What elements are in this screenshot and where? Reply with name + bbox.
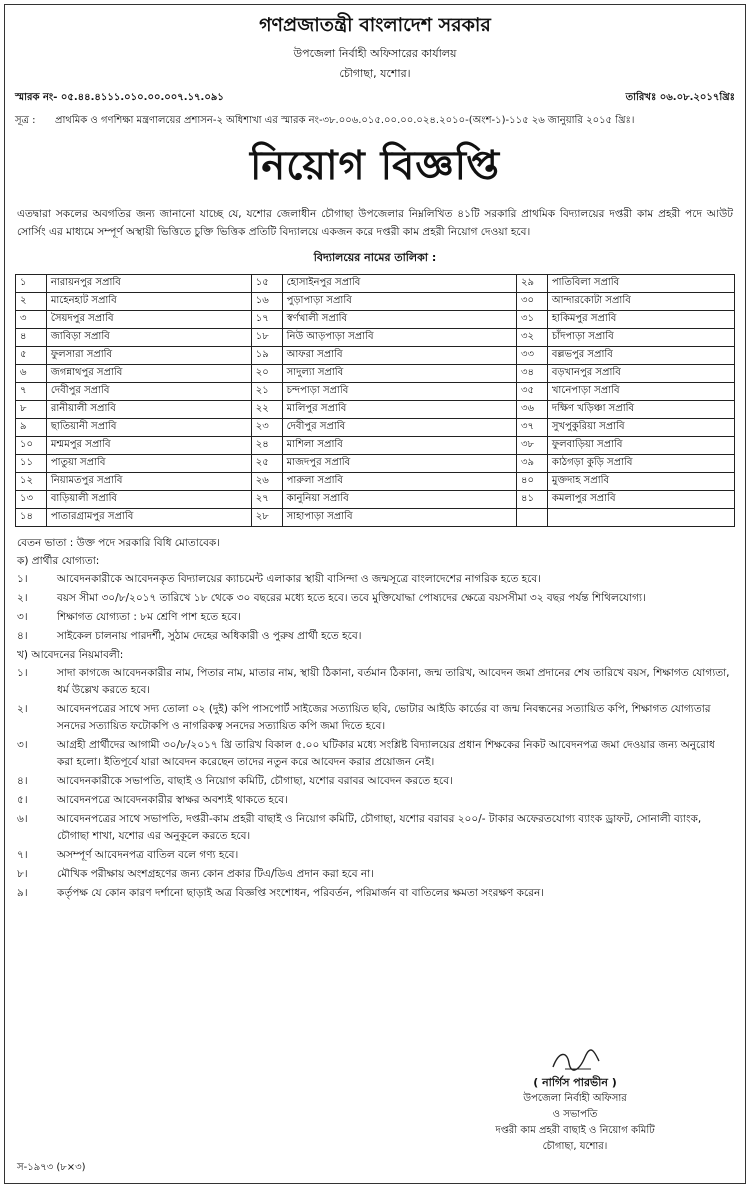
- table-row: [16, 329, 735, 347]
- table-row: [16, 437, 735, 455]
- list-item: [5, 699, 745, 735]
- school-name: মাশিলা সপ্রাবি: [282, 437, 516, 455]
- notice-title: [5, 134, 745, 201]
- school-name: কাঠগড়া কুড়ি সপ্রাবি: [547, 455, 734, 473]
- school-name: দেবীপুর সপ্রাবি: [46, 383, 251, 401]
- school-serial: ৩৯: [516, 455, 547, 473]
- school-name: মালিপুর সপ্রাবি: [282, 401, 516, 419]
- school-serial: ১৩: [16, 491, 47, 509]
- school-name: হাকিমপুর সপ্রাবি: [547, 311, 734, 329]
- table-row: [16, 509, 735, 527]
- school-name: সাহাপাড়া সপ্রাবি: [282, 509, 516, 527]
- item-number: ৩।: [17, 739, 28, 751]
- item-text: আবেদনকারীকে সভাপতি, বাছাই ও নিয়োগ কমিটি, চৌগাছা, যশোর বরাবর আবেদন করতে হবে।: [57, 775, 453, 787]
- school-name: খানেপাড়া সপ্রাবি: [547, 383, 734, 401]
- school-serial: ৪: [16, 329, 47, 347]
- school-serial: ৩০: [516, 293, 547, 311]
- school-serial: ৩৭: [516, 419, 547, 437]
- signature-block: [475, 1047, 675, 1155]
- table-row: [16, 275, 735, 293]
- school-name: জাবিড়া সপ্রাবি: [46, 329, 251, 347]
- school-name: কানুনিয়া সপ্রাবি: [282, 491, 516, 509]
- subject-text: প্রাথমিক ও গণশিক্ষা মন্ত্রণালয়ের প্রশাসন-২ অধিশাখা এর স্মারক নং-৩৮.০০৬.০১৫.০০.০০.০২৪.২০১০-(অংশ-১)-১১৫ ২৬ জানুয়ারি ২০১৫ খ্রিঃ।: [55, 115, 635, 126]
- school-serial: ২৪: [251, 437, 282, 455]
- school-serial: ৩: [16, 311, 47, 329]
- org-title: গণপ্রজাতন্ত্রী বাংলাদেশ সরকার: [259, 14, 491, 36]
- school-serial: ২৭: [251, 491, 282, 509]
- signatory-name: ( নার্গিস পারভীন ): [533, 1076, 617, 1089]
- school-serial: ১৬: [251, 293, 282, 311]
- item-number: ২।: [17, 703, 28, 715]
- signatory-role: ও সভাপতি: [552, 1109, 598, 1120]
- school-name: মাজদপুর সপ্রাবি: [282, 455, 516, 473]
- school-table: [15, 274, 735, 527]
- item-text: বয়স সীমা ৩০/৮/২০১৭ তারিখে ১৮ থেকে ৩০ বছরের মধ্যে হতে হবে। তবে মুক্তিযোদ্ধা পোষ্যদের ক্ষেত্রে বয়সসীমা ৩২ বছর পর্যন্ত শিথিলযোগ্য।: [57, 592, 646, 604]
- school-list-title: বিদ্যালয়ের নামের তালিকা :: [313, 251, 437, 264]
- memo-number: স্মারক নং- ০৫.৪৪.৪১১১.০১০.০০.০০৭.১৭.০৯১: [15, 92, 224, 103]
- signature-mark: [475, 1047, 675, 1075]
- school-serial: ৯: [16, 419, 47, 437]
- school-serial: ৩৮: [516, 437, 547, 455]
- qualification-heading: ক) প্রার্থীর যোগ্যতা:: [17, 555, 100, 567]
- item-number: ৮।: [17, 868, 28, 880]
- table-row: [16, 293, 735, 311]
- list-item: [5, 663, 745, 699]
- school-name: আন্দারকোটা সপ্রাবি: [547, 293, 734, 311]
- table-row: [16, 401, 735, 419]
- school-name: নিউ আড়পাড়া সপ্রাবি: [282, 329, 516, 347]
- table-row: [16, 419, 735, 437]
- school-name: মুক্তদাহ সপ্রাবি: [547, 473, 734, 491]
- school-serial: ১৪: [16, 509, 47, 527]
- table-row: [16, 455, 735, 473]
- school-name: সুখপুকুরিয়া সপ্রাবি: [547, 419, 734, 437]
- list-item: [5, 588, 745, 607]
- school-serial: ৭: [16, 383, 47, 401]
- item-number: ২।: [17, 592, 28, 604]
- school-serial: ৪১: [516, 491, 547, 509]
- school-serial: ১৭: [251, 311, 282, 329]
- school-serial: ২৫: [251, 455, 282, 473]
- item-text: সাইকেল চালনায় পারদর্শী, সুঠাম দেহের অধিকারী ও পুরুষ প্রার্থী হতে হবে।: [57, 630, 362, 642]
- item-number: ৬।: [17, 813, 28, 825]
- school-name: ছাতিয়ানী সপ্রাবি: [46, 419, 251, 437]
- school-serial: ২২: [251, 401, 282, 419]
- school-name: বাড়িয়ালী সপ্রাবি: [46, 491, 251, 509]
- list-item: [5, 809, 745, 845]
- memo-date: তারিখঃ ০৬.০৮.২০১৭খ্রিঃ: [625, 92, 735, 103]
- school-name: পাতারগ্রামপুর সপ্রাবি: [46, 509, 251, 527]
- school-serial: ৪০: [516, 473, 547, 491]
- school-serial: ১৯: [251, 347, 282, 365]
- school-serial: ৩৪: [516, 365, 547, 383]
- item-number: ৪।: [17, 775, 28, 787]
- item-text: কর্তৃপক্ষ যে কোন কারণ দর্শানো ছাড়াই অত্র বিজ্ঞপ্তি সংশোধন, পরিবর্তন, পরিমার্জন বা বাতিলের ক্ষমতা সংরক্ষণ করেন।: [57, 887, 545, 899]
- school-name: চন্দপাড়া সপ্রাবি: [282, 383, 516, 401]
- subject-reference: [5, 107, 745, 128]
- school-serial: ৩২: [516, 329, 547, 347]
- school-serial: ১: [16, 275, 47, 293]
- school-serial: ১০: [16, 437, 47, 455]
- item-text: শিক্ষাগত যোগ্যতা : ৮ম শ্রেণি পাশ হতে হবে।: [57, 611, 241, 623]
- school-serial: ২৮: [251, 509, 282, 527]
- school-serial: ২৯: [516, 275, 547, 293]
- list-item: [5, 569, 745, 588]
- signatory-location: চৌগাছা, যশোর।: [542, 1141, 608, 1152]
- notice-page: [4, 4, 746, 1184]
- footer-code: স-১৯৭৩ (৮×৩): [17, 1162, 86, 1173]
- school-name: সৈয়দপুর সপ্রাবি: [46, 311, 251, 329]
- school-serial: ৮: [16, 401, 47, 419]
- item-text: আবেদনপত্রের সাথে সভাপতি, দপ্তরী-কাম প্রহরী বাছাই ও নিয়োগ কমিটি, চৌগাছা, যশোর বরাবর ২০০/- টাকার অফেরতযোগ্য ব্যাংক ড্রাফট, সোনালী ব্যাংক, চৌগাছা শাখা, যশোর এর অনুকূলে করতে হবে।: [57, 813, 702, 842]
- item-number: ৯।: [17, 887, 28, 899]
- school-serial: [516, 509, 547, 527]
- school-name: আফরা সপ্রাবি: [282, 347, 516, 365]
- qualification-list: [5, 569, 745, 645]
- school-name: দক্ষিণ খড়িঞ্চা সপ্রাবি: [547, 401, 734, 419]
- reference-row: [5, 84, 745, 107]
- intro-paragraph: এতদ্বারা সকলের অবগতির জন্য জানানো যাচ্ছে যে, যশোর জেলাধীন চৌগাছা উপজেলার নিম্নলিখিত ৪১টি সরকারি প্রাথমিক বিদ্যালয়ের দপ্তরী কাম প্রহরী পদে আউট সোর্সিং এর মাধ্যমে সম্পূর্ণ অস্থায়ী ভিত্তিতে চুক্তি ভিত্তিক প্রতিটি বিদ্যালয়ে একজন করে দপ্তরী কাম প্রহরী নিয়োগ দেওয়া হবে।: [17, 208, 733, 238]
- item-text: সাদা কাগজে আবেদনকারীর নাম, পিতার নাম, মাতার নাম, স্থায়ী ঠিকানা, বর্তমান ঠিকানা, জন্ম তারিখ, আবেদন জমা প্রদানের শেষ তারিখে বয়স, শিক্ষাগত যোগ্যতা, ধর্ম উল্লেখ করতে হবে।: [57, 667, 730, 696]
- item-text: আগ্রহী প্রার্থীদের আগামী ৩০/৮/২০১৭ খ্রি তারিখ বিকাল ৫.০০ ঘটিকার মধ্যে সংশ্লিষ্ট বিদ্যালয়ের প্রধান শিক্ষকের নিকট আবেদনপত্র জমা দেওয়ার জন্য অনুরোধ করা হলো। ইতিপূর্বে যারা আবেদন করেছেন তাদের নতুন করে আবেদন করার প্রয়োজন নেই।: [57, 739, 715, 768]
- school-name: পাতুয়া সপ্রাবি: [46, 455, 251, 473]
- list-item: [5, 607, 745, 626]
- school-name: বড়খানপুর সপ্রাবি: [547, 365, 734, 383]
- school-name: ফুলবাড়িয়া সপ্রাবি: [547, 437, 734, 455]
- school-name: নারায়নপুর সপ্রাবি: [46, 275, 251, 293]
- school-name: ফুলসারা সপ্রাবি: [46, 347, 251, 365]
- table-row: [16, 383, 735, 401]
- school-serial: ৩৬: [516, 401, 547, 419]
- office-name: উপজেলা নির্বাহী অফিসারের কার্যালয়: [293, 47, 457, 60]
- rules-heading: খ) আবেদনের নিয়মাবলী:: [17, 649, 124, 661]
- school-serial: ২১: [251, 383, 282, 401]
- school-serial: ২৬: [251, 473, 282, 491]
- school-serial: ১৮: [251, 329, 282, 347]
- item-text: মৌখিক পরীক্ষায় অংশগ্রহণের জন্য কোন প্রকার টিএ/ডিএ প্রদান করা হবে না।: [57, 868, 374, 880]
- school-name: জগন্নাথপুর সপ্রাবি: [46, 365, 251, 383]
- school-serial: ৬: [16, 365, 47, 383]
- school-name: দেবীপুর সপ্রাবি: [282, 419, 516, 437]
- list-item: [5, 883, 745, 902]
- list-item: [5, 790, 745, 809]
- item-text: আবেদনকারীকে আবেদনকৃত বিদ্যালয়ের ক্যাচমেন্ট এলাকার স্থায়ী বাসিন্দা ও জন্মসূত্রে বাংলাদেশের নাগরিক হতে হবে।: [57, 573, 541, 585]
- school-name: নিয়ামতপুর সপ্রাবি: [46, 473, 251, 491]
- school-name: সাদুল্যা সপ্রাবি: [282, 365, 516, 383]
- school-name: রানীয়ালী সপ্রাবি: [46, 401, 251, 419]
- school-serial: ১৫: [251, 275, 282, 293]
- school-serial: ৩৫: [516, 383, 547, 401]
- school-serial: ৩৩: [516, 347, 547, 365]
- list-item: [5, 845, 745, 864]
- rules-list: [5, 663, 745, 902]
- school-name: পুড়াপাড়া সপ্রাবি: [282, 293, 516, 311]
- school-serial: ২০: [251, 365, 282, 383]
- school-name: পাতিবিলা সপ্রাবি: [547, 275, 734, 293]
- item-number: ৪।: [17, 630, 28, 642]
- salary-line: বেতন ভাতা : উক্ত পদে সরকারি বিধি মোতাবেক।: [17, 537, 221, 549]
- school-name: কমলাপুর সপ্রাবি: [547, 491, 734, 509]
- school-serial: ১১: [16, 455, 47, 473]
- school-name: বল্লভপুর সপ্রাবি: [547, 347, 734, 365]
- item-number: ১।: [17, 573, 28, 585]
- item-text: আবেদনপত্রের সাথে সদ্য তোলা ০২ (দুই) কপি পাসপোর্ট সাইজের সত্যায়িত ছবি, ভোটার আইডি কার্ডের বা জন্ম নিবন্ধনের সত্যায়িত কপি, শিক্ষাগত যোগ্যতার সনদের সত্যায়িত ফটোকপি ও নাগরিকত্ব সনদের সত্যায়িত কপি জমা দিতে হবে।: [57, 703, 711, 732]
- office-location: চৌগাছা, যশোর।: [339, 67, 411, 80]
- signatory-title: উপজেলা নির্বাহী অফিসার: [523, 1093, 627, 1104]
- item-text: আবেদনপত্রে আবেদনকারীর স্বাক্ষর অবশ্যই থাকতে হবে।: [57, 794, 288, 806]
- item-number: ৫।: [17, 794, 28, 806]
- school-serial: ২৩: [251, 419, 282, 437]
- table-row: [16, 491, 735, 509]
- school-name: পারুলা সপ্রাবি: [282, 473, 516, 491]
- table-row: [16, 365, 735, 383]
- list-item: [5, 735, 745, 771]
- table-row: [16, 311, 735, 329]
- notice-title-text: নিয়োগ বিজ্ঞপ্তি: [249, 142, 500, 189]
- school-serial: ১২: [16, 473, 47, 491]
- header: [5, 11, 745, 84]
- school-name: হোসাইনপুর সপ্রাবি: [282, 275, 516, 293]
- school-serial: ৩১: [516, 311, 547, 329]
- school-serial: ২: [16, 293, 47, 311]
- school-name: [547, 509, 734, 527]
- signatory-committee: দপ্তরী কাম প্রহরী বাছাই ও নিয়োগ কমিটি: [495, 1125, 655, 1136]
- list-item: [5, 626, 745, 645]
- school-name: মশ্মমপুর সপ্রাবি: [46, 437, 251, 455]
- item-number: ৩।: [17, 611, 28, 623]
- school-name: চাঁদপাড়া সপ্রাবি: [547, 329, 734, 347]
- list-item: [5, 864, 745, 883]
- subject-label: সূত্র :: [15, 115, 36, 126]
- list-item: [5, 771, 745, 790]
- item-number: ১।: [17, 667, 28, 679]
- item-number: ৭।: [17, 849, 28, 861]
- item-text: অসম্পূর্ণ আবেদনপত্র বাতিল বলে গণ্য হবে।: [57, 849, 239, 861]
- school-name: মাহেনহাট সপ্রাবি: [46, 293, 251, 311]
- school-serial: ৫: [16, 347, 47, 365]
- table-row: [16, 347, 735, 365]
- school-name: স্বর্ণখালী সপ্রাবি: [282, 311, 516, 329]
- table-row: [16, 473, 735, 491]
